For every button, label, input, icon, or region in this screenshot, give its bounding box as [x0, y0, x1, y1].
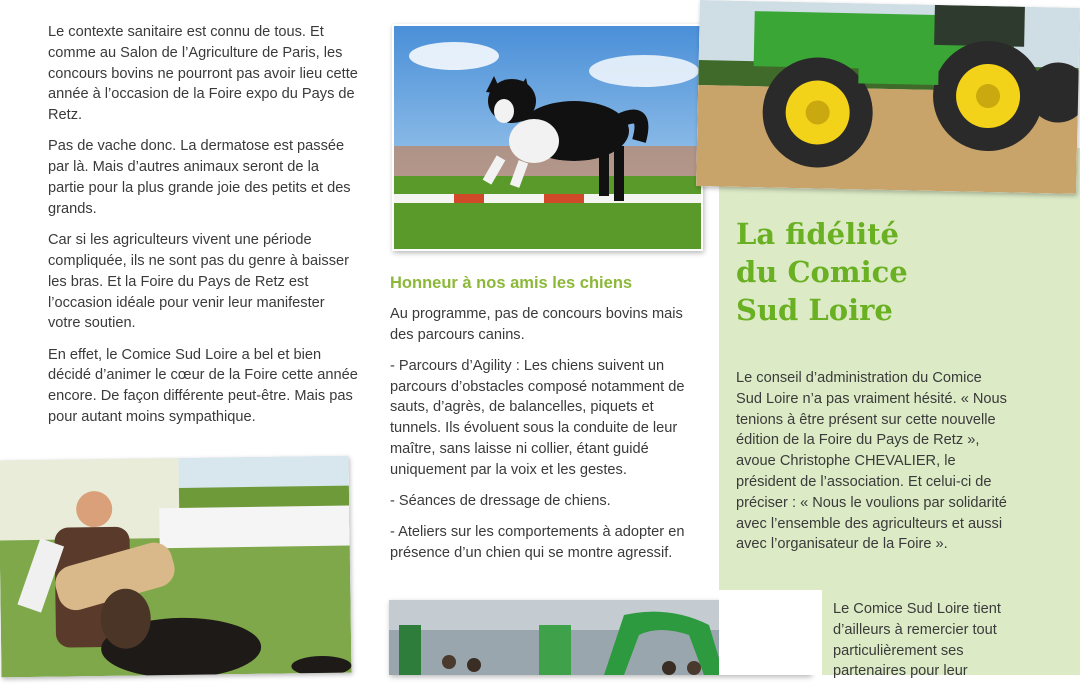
tractor-photo — [696, 0, 1080, 194]
left-paragraph-2: Pas de vache donc. La dermatose est passée par là. Mais d’autres animaux seront de la partie pour la plus grande joie des petits et des grands. — [48, 138, 351, 217]
left-paragraph-1: Le contexte sanitaire est connu de tous. Et comme au Salon de l’Agriculture de Paris, les concours bovins ne pourront pas avoir lieu cette année à l’occasion de la Foire expo du Pays de Retz. — [48, 24, 358, 124]
section-heading — [736, 215, 1056, 329]
middle-paragraph-3: - Séances de dressage de chiens. — [390, 493, 611, 510]
left-article-column — [48, 22, 358, 438]
middle-paragraph-2: - Parcours d’Agility : Les chiens suivent un parcours d’obstacles composé notamment de sauts, d’agrès, de balancelles, piquets et tunnels. Ils évoluent sous la conduite de leur maître, sans laisse ni collier, étant guidé uniquement par la voix et les gestes. — [390, 357, 685, 478]
right-article-column — [736, 368, 1011, 566]
panel-cutout — [719, 590, 822, 675]
middle-paragraph-1: Au programme, pas de concours bovins mais des parcours canins. — [390, 305, 683, 343]
left-paragraph-4: En effet, le Comice Sud Loire a bel et bien décidé d’animer le cœur de la Foire cette année encore. De façon différente peut-être. Mais pas pour autant moins sympathique. — [48, 346, 358, 426]
middle-paragraph-4: - Ateliers sur les comportements à adopter en présence d’un chien qui se montre agressif. — [390, 524, 685, 562]
right-article-continuation — [833, 599, 1013, 693]
heading-line-3: Sud Loire — [736, 293, 893, 327]
middle-article-column — [390, 273, 690, 575]
right-paragraph-1: Le conseil d’administration du Comice Sud Loire n’a pas vraiment hésité. « Nous tenions à être présent sur cette nouvelle édition de la Foire du Pays de Retz », avoue Christophe CHEVALIER, le président de l’association. Et celui-ci de préciser : « Nous le voulions par solidarité avec l’ensemble des agriculteurs et aussi avec l’organisateur de la Foire ». — [736, 370, 1007, 553]
heading-line-2: du Comice — [736, 255, 908, 289]
dogs-subheading: Honneur à nos amis les chiens — [390, 274, 633, 292]
right-paragraph-2: Le Comice Sud Loire tient d’ailleurs à remercier tout particulièrement ses partenaires pour leur — [833, 601, 1001, 680]
left-paragraph-3: Car si les agriculteurs vivent une période compliquée, ils ne sont pas du genre à baisser les bras. Et la Foire du Pays de Retz est l’occasion idéale pour venir leur manifester votre soutien. — [48, 232, 349, 332]
dog-trainer-photo — [0, 456, 351, 678]
heading-line-1: La fidélité — [736, 217, 899, 251]
agility-dog-photo — [392, 24, 703, 251]
